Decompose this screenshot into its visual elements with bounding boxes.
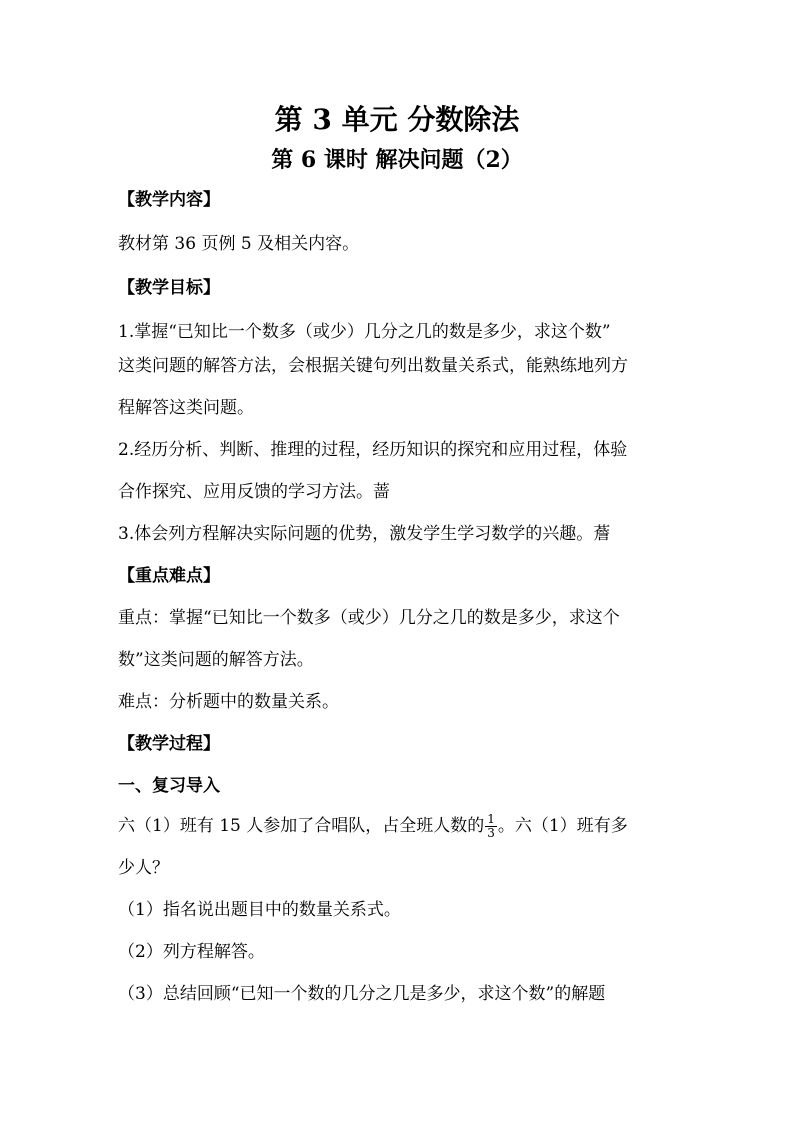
fraction-denominator: 3 bbox=[487, 826, 495, 840]
difficulty-text: 难点：分析题中的数量关系。 bbox=[118, 692, 339, 712]
goal1-line2: 这类问题的解答方法，会根据关键句列出数量关系式，能熟练地列方 bbox=[118, 356, 628, 376]
step1: （1）指名说出题目中的数量关系式。 bbox=[118, 900, 401, 920]
fraction-one-third bbox=[485, 813, 497, 840]
process-heading: 【教学过程】 bbox=[118, 734, 220, 754]
goal1-line1: 1.掌握“已知比一个数多（或少）几分之几的数是多少，求这个数” bbox=[118, 322, 611, 342]
fraction-numerator: 1 bbox=[487, 812, 495, 826]
step3: （3）总结回顾“已知一个数的几分之几是多少，求这个数”的解题 bbox=[118, 984, 606, 1004]
part1-heading: 一、复习导入 bbox=[118, 776, 220, 796]
problem-text-before: 六（1）班有 15 人参加了合唱队，占全班人数的 bbox=[118, 816, 485, 836]
problem-line1 bbox=[118, 812, 628, 840]
problem-text-after: 。六（1）班有多 bbox=[497, 816, 628, 836]
problem-line2: 少人？ bbox=[118, 858, 169, 878]
key-line1: 重点：掌握“已知比一个数多（或少）几分之几的数是多少，求这个 bbox=[118, 608, 620, 628]
unit-title: 第 3 单元 分数除法 bbox=[274, 103, 520, 136]
key-line2: 数”这类问题的解答方法。 bbox=[118, 650, 314, 670]
content-text: 教材第 36 页例 5 及相关内容。 bbox=[118, 234, 360, 254]
content-heading: 【教学内容】 bbox=[118, 190, 220, 210]
goal2-line1: 2.经历分析、判断、推理的过程，经历知识的探究和应用过程，体验 bbox=[118, 440, 628, 460]
goal1-line3: 程解答这类问题。 bbox=[118, 398, 254, 418]
key-heading: 【重点难点】 bbox=[118, 566, 220, 586]
goal2-line2: 合作探究、应用反馈的学习方法。蔷 bbox=[118, 482, 390, 502]
lesson-subtitle: 第 6 课时 解决问题（2） bbox=[271, 147, 523, 173]
goals-heading: 【教学目标】 bbox=[118, 278, 220, 298]
goal3: 3.体会列方程解决实际问题的优势，激发学生学习数学的兴趣。薝 bbox=[118, 524, 611, 544]
step2: （2）列方程解答。 bbox=[118, 942, 265, 962]
